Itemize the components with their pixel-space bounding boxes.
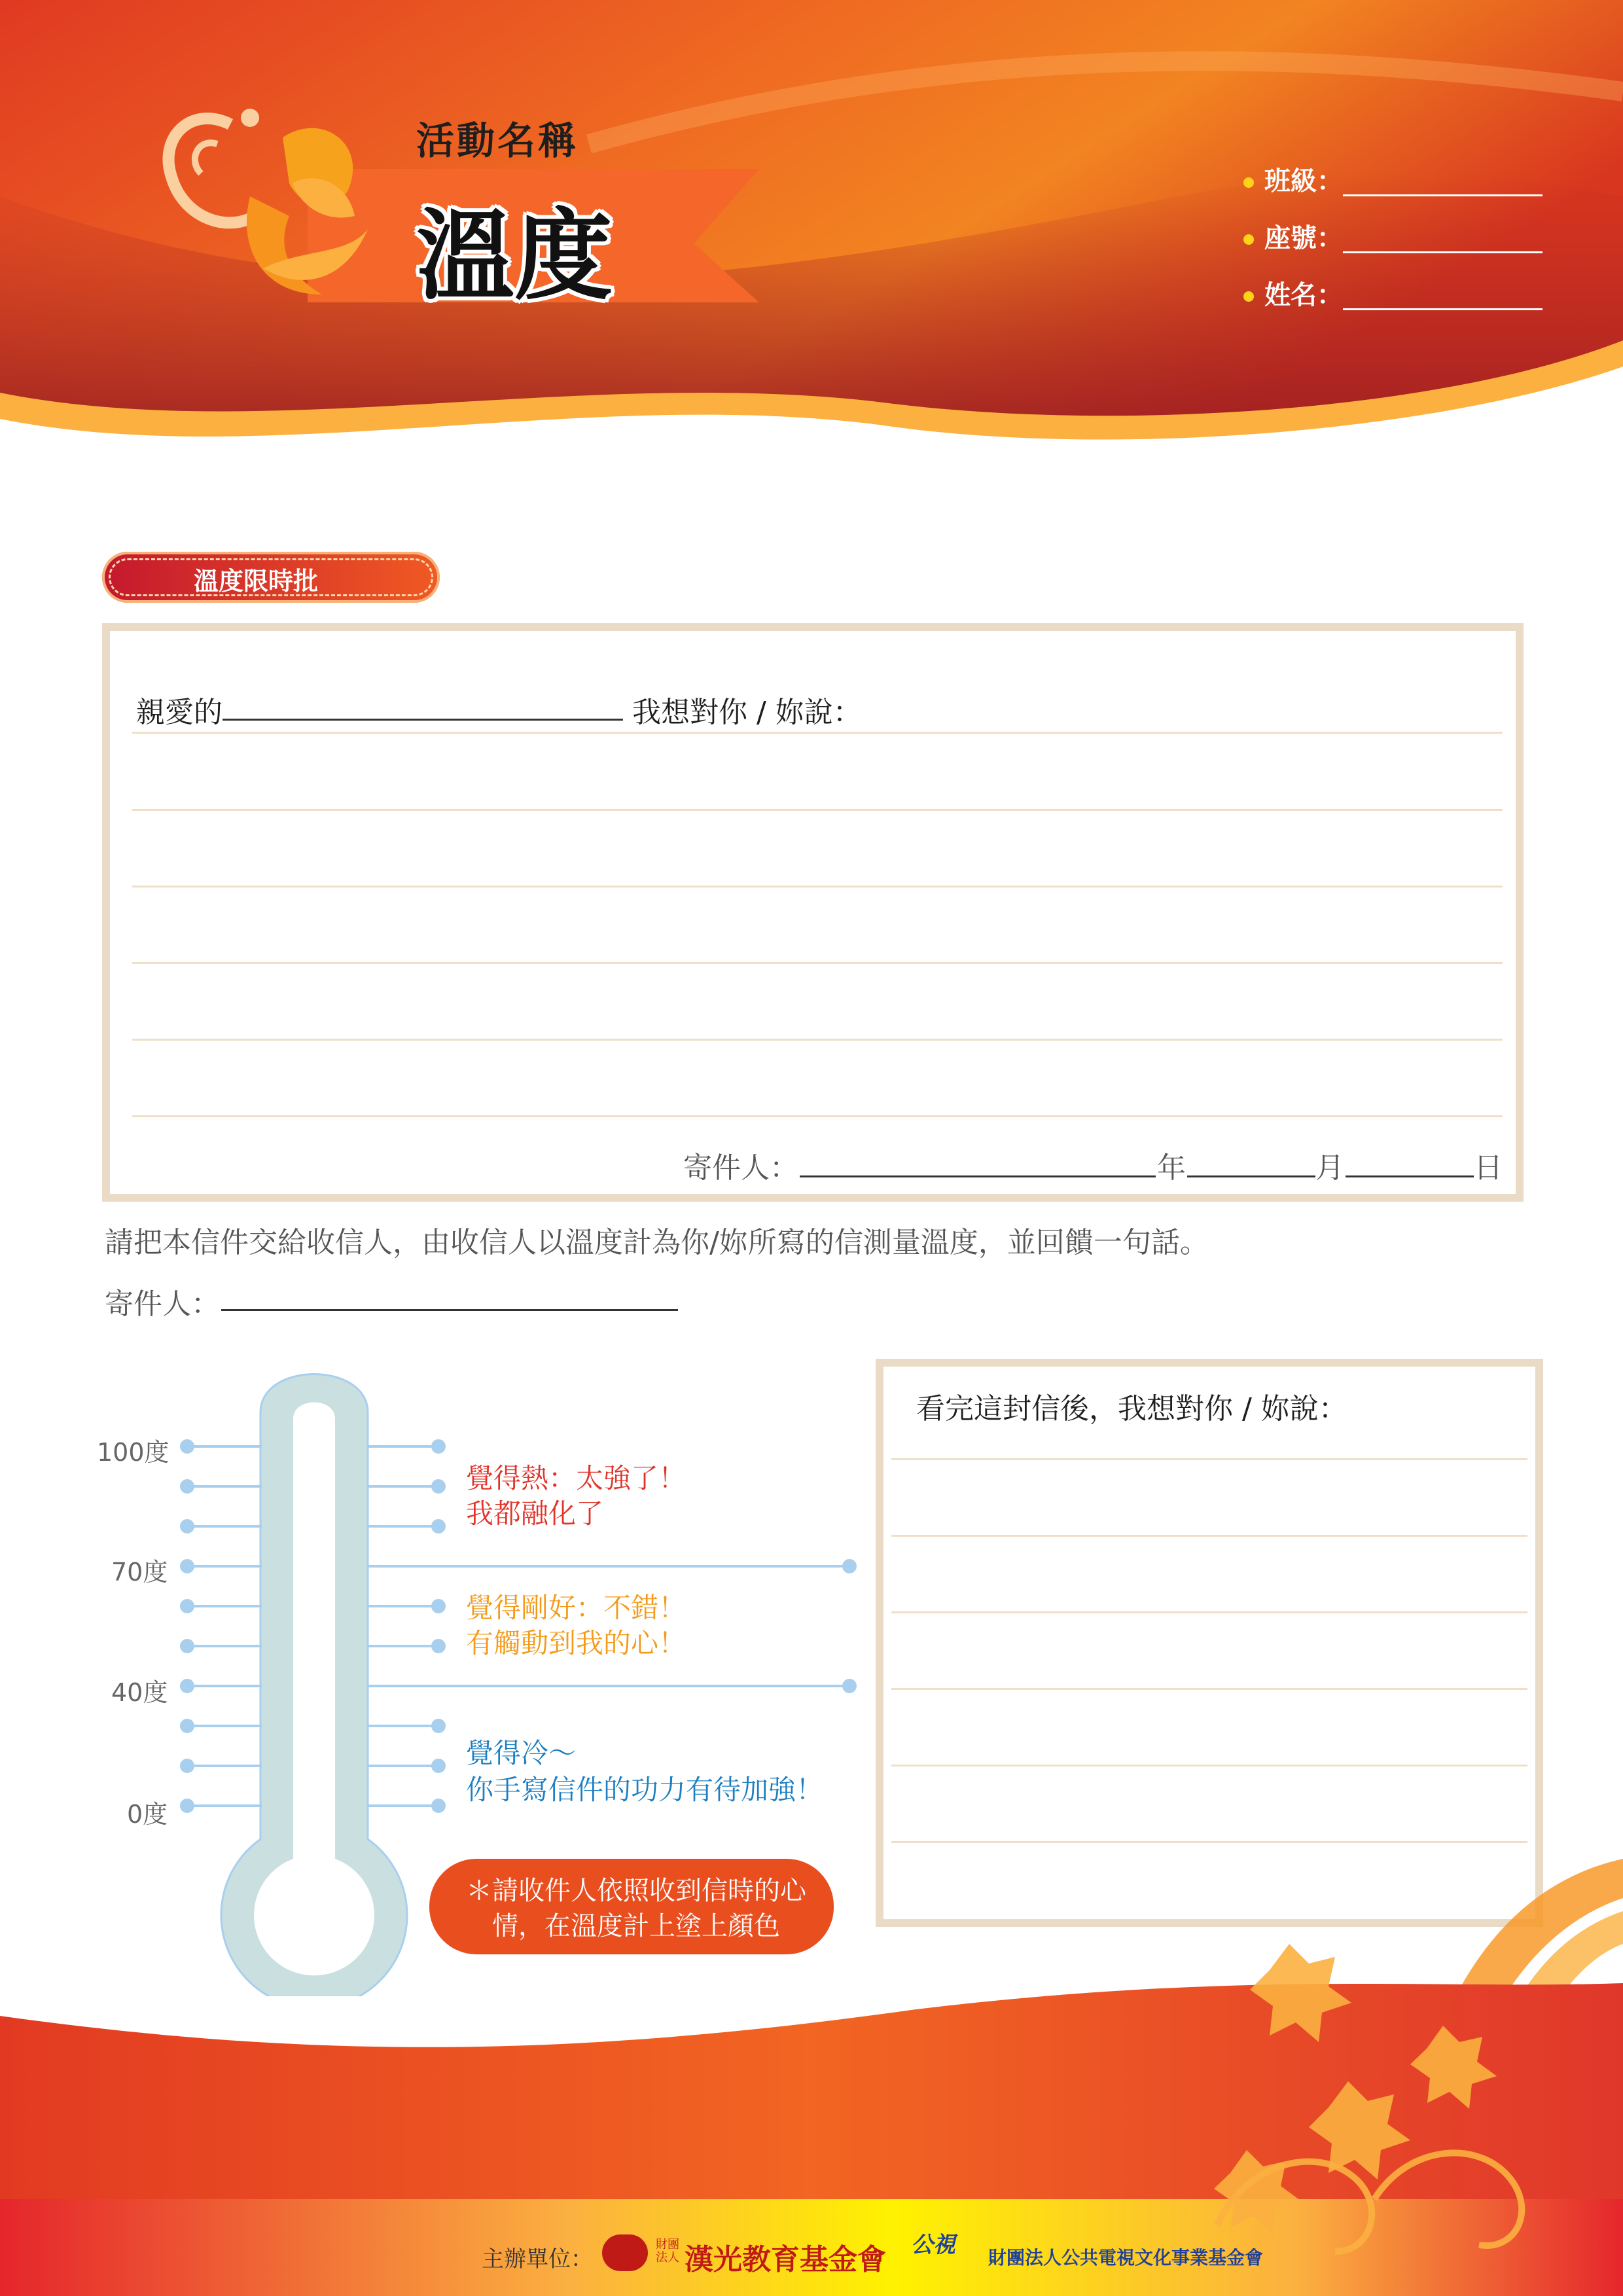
- dear-prefix: 親愛的: [136, 696, 223, 729]
- month-blank[interactable]: [1346, 1175, 1474, 1177]
- bullet-dot-icon: [1243, 234, 1254, 245]
- letter-rule[interactable]: [132, 886, 1503, 888]
- hot-line1: 覺得熱：太強了！: [466, 1462, 687, 1494]
- note-text: ＊請收件人依照收到信時的心情，在溫度計上塗上顏色: [466, 1876, 806, 1941]
- cold-line2: 你手寫信件的功力有待加強！: [466, 1774, 824, 1806]
- reply-rule[interactable]: [891, 1535, 1527, 1537]
- letter-rule[interactable]: [132, 809, 1503, 811]
- sender-blank[interactable]: [800, 1175, 1156, 1177]
- month-label: 月: [1315, 1151, 1344, 1185]
- letter-rule[interactable]: [132, 962, 1503, 964]
- reply-rule[interactable]: [891, 1841, 1527, 1843]
- org1-name: 漢光教育基金會: [685, 2243, 886, 2276]
- degree-label-0: 0度: [127, 1800, 168, 1829]
- name-blank[interactable]: [1343, 308, 1543, 310]
- just-right-line1: 覺得剛好：不錯！: [466, 1592, 687, 1624]
- org1-prefix: 財團法人: [656, 2238, 679, 2265]
- degree-label-40: 40度: [111, 1678, 168, 1707]
- letter-rule[interactable]: [132, 1115, 1503, 1117]
- hot-line2: 我都融化了: [466, 1498, 604, 1530]
- bullet-dot-icon: [1243, 177, 1254, 188]
- cold-line1: 覺得冷～: [466, 1737, 577, 1769]
- organizer-label: 主辦單位：: [482, 2246, 593, 2272]
- degree-label-100: 100度: [97, 1438, 169, 1467]
- class-blank[interactable]: [1343, 194, 1543, 196]
- dear-suffix: 我想對你 / 妳說：: [632, 696, 862, 729]
- hanguang-logo-icon: [602, 2234, 648, 2271]
- footer-banner: [0, 1859, 1623, 2296]
- butterfly-ornament-icon: [152, 98, 387, 321]
- reply-rule[interactable]: [891, 1688, 1527, 1690]
- name-field[interactable]: [1243, 274, 1544, 320]
- seat-number-blank[interactable]: [1343, 251, 1543, 253]
- seat-number-field[interactable]: [1243, 217, 1544, 263]
- seat-number-label: 座號：: [1264, 223, 1343, 253]
- class-label: 班級：: [1264, 166, 1343, 196]
- reply-rule[interactable]: [891, 1458, 1527, 1460]
- bullet-dot-icon: [1243, 291, 1254, 302]
- second-sender-blank[interactable]: [221, 1309, 678, 1311]
- activity-label: 活動名稱: [416, 118, 579, 163]
- reply-rule[interactable]: [891, 1611, 1527, 1613]
- day-label: 日: [1474, 1151, 1503, 1185]
- year-blank[interactable]: [1187, 1175, 1315, 1177]
- year-label: 年: [1157, 1151, 1186, 1185]
- reply-rule[interactable]: [891, 1765, 1527, 1767]
- name-label: 姓名：: [1264, 280, 1343, 310]
- pts-logo-icon: 公視: [911, 2232, 955, 2258]
- title-ribbon: [0, 0, 785, 327]
- letter-rule[interactable]: [132, 1039, 1503, 1041]
- reply-title: 看完這封信後，我想對你 / 妳說：: [916, 1392, 1347, 1426]
- letter-rule: [132, 732, 1503, 734]
- second-sender-label: 寄件人：: [105, 1287, 220, 1321]
- section-title: 溫度限時批: [194, 567, 319, 596]
- degree-label-70: 70度: [111, 1558, 168, 1587]
- instruction-text: 請把本信件交給收信人，由收信人以溫度計為你/妳所寫的信測量溫度，並回饋一句話。: [105, 1226, 1209, 1259]
- class-field[interactable]: [1243, 160, 1544, 206]
- sender-label: 寄件人：: [683, 1151, 798, 1185]
- recipient-blank[interactable]: [223, 719, 623, 721]
- org2-name: 財團法人公共電視文化事業基金會: [988, 2247, 1264, 2269]
- just-right-line2: 有觸動到我的心！: [466, 1627, 687, 1659]
- activity-name: 溫度: [416, 200, 613, 314]
